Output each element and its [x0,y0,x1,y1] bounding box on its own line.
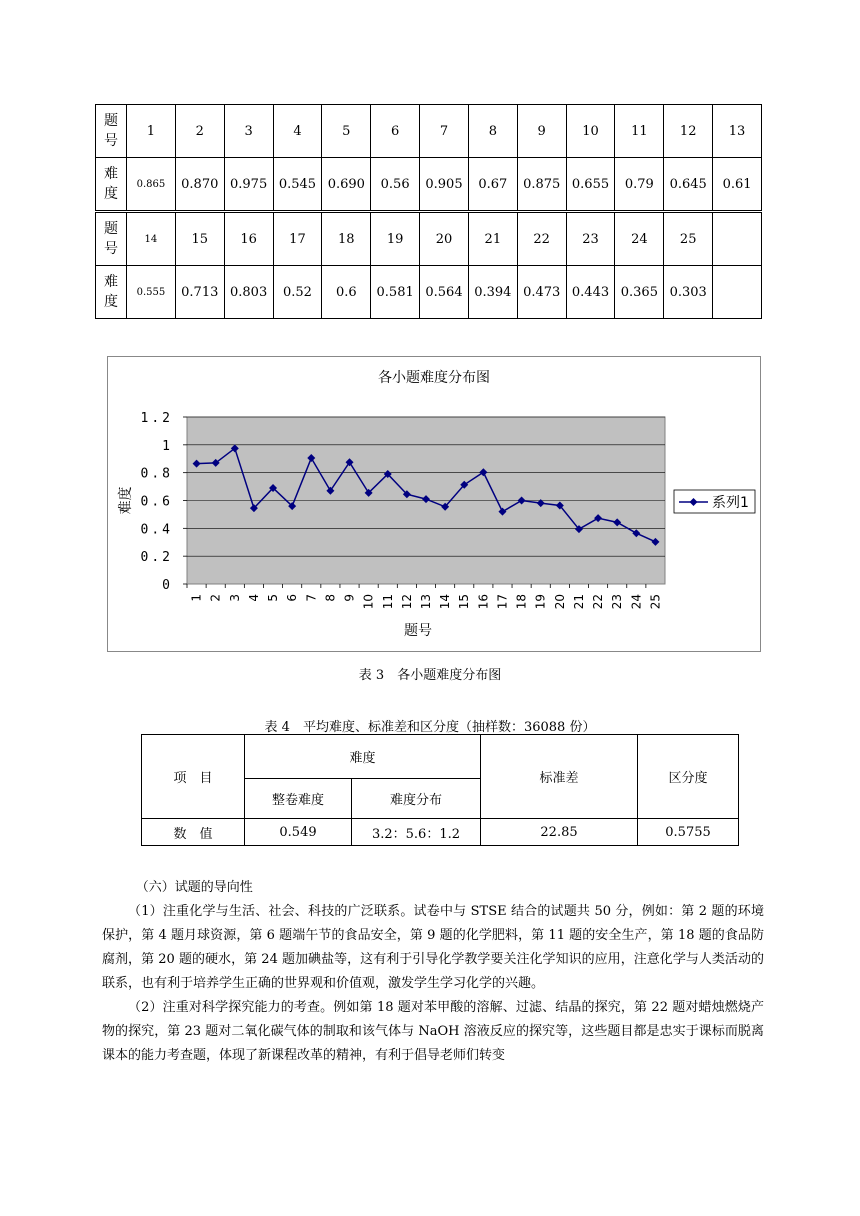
table-cell: 0.690 [322,158,371,212]
row-label-char: 度 [104,186,118,202]
table-cell: 0.803 [224,266,273,319]
y-tick-label: 0.8 [140,466,173,482]
table-cell: 9 [517,105,566,158]
x-tick-label: 19 [533,594,548,610]
difficulty-table [95,104,762,319]
difficulty-header: 难度 [245,735,481,779]
table-cell: 0.79 [615,158,664,212]
row-label-char: 难 [104,166,118,182]
x-tick-label: 24 [629,594,644,610]
x-tick-label: 8 [323,594,338,602]
table-cell: 24 [615,212,664,266]
table-cell: 0.713 [175,266,224,319]
table-cell: 7 [420,105,469,158]
table-cell [713,266,762,319]
table-cell: 1 [127,105,176,158]
table-cell: 0.394 [468,266,517,319]
distribution-header: 难度分布 [352,779,481,819]
table-cell: 0.56 [371,158,420,212]
x-tick-label: 11 [380,594,395,610]
table-cell: 0.870 [175,158,224,212]
row-label [96,266,127,319]
value-label: 数 值 [142,819,245,846]
table-row [96,105,762,158]
x-tick-label: 23 [610,594,625,610]
table-cell: 11 [615,105,664,158]
y-axis-label: 难度 [118,486,134,515]
table-row [96,158,762,212]
x-tick-label: 14 [438,594,453,610]
difficulty-chart [107,356,761,652]
table-cell: 5 [322,105,371,158]
y-tick-label: 1 [162,438,173,454]
section-heading: （六）试题的导向性 [135,880,253,895]
table-cell: 0.555 [127,266,176,319]
x-tick-label: 10 [361,594,376,610]
x-tick-label: 4 [246,594,261,602]
legend-label: 系列1 [712,495,749,511]
row-label-char: 号 [104,241,118,257]
paragraph-1: （1）注重化学与生活、社会、科技的广泛联系。试卷中与 STSE 结合的试题共 50 分，例如：第 2 题的环境保护，第 4 题月球资源，第 6 题端午节的食品安全，第 9 题的化学肥料，第 11 题的安全生产，第 18 题的食品防腐剂，第 20 题的硬水，第 24 题加碘盐等，这有利于引导化学教学要关注化学知识的应用，注意化学与人类活动的联系，也有利于培养学生正确的世界观和价值观，激发学生学习化学的兴趣。 [102,904,764,991]
chart-caption: 表 3 各小题难度分布图 [358,668,502,683]
x-tick-label: 20 [552,594,567,610]
table-cell: 16 [224,212,273,266]
x-tick-label: 3 [227,594,242,602]
x-tick-label: 13 [419,594,433,610]
table-cell: 20 [420,212,469,266]
row-label-char: 题 [104,113,118,129]
std-value: 22.85 [481,819,638,846]
x-tick-label: 2 [208,594,223,602]
table-cell: 0.365 [615,266,664,319]
table-cell: 22 [517,212,566,266]
y-tick-label: 0.4 [140,522,173,538]
table-cell: 0.564 [420,266,469,319]
x-tick-label: 16 [476,594,491,610]
table-cell: 14 [127,212,176,266]
table-cell: 0.443 [566,266,615,319]
row-label-char: 号 [104,133,118,149]
table-cell: 17 [273,212,322,266]
chart-svg [108,357,760,651]
disc-header: 区分度 [638,735,739,819]
row-label-char: 题 [104,221,118,237]
table-cell: 0.61 [713,158,762,212]
table-cell: 3 [224,105,273,158]
table-cell: 12 [664,105,713,158]
row-label [96,212,127,266]
item-header: 项 目 [142,735,245,819]
table-cell: 8 [468,105,517,158]
disc-value: 0.5755 [638,819,739,846]
stats-table [141,734,739,846]
chart-title: 各小题难度分布图 [378,370,490,386]
row-label [96,158,127,212]
y-tick-label: 1.2 [140,411,173,426]
table-cell: 21 [468,212,517,266]
table-cell: 0.303 [664,266,713,319]
x-tick-label: 5 [266,594,281,602]
row-label [96,105,127,158]
x-tick-label: 7 [304,594,319,602]
table-cell: 13 [713,105,762,158]
x-tick-label: 12 [399,594,414,610]
table-cell [713,212,762,266]
table-cell: 0.6 [322,266,371,319]
std-header: 标准差 [481,735,638,819]
distribution-value: 3.2：5.6：1.2 [352,819,481,846]
table-cell: 0.865 [127,158,176,212]
x-tick-label: 6 [285,594,300,602]
table-cell: 6 [371,105,420,158]
whole-difficulty-header: 整卷难度 [245,779,352,819]
table-cell: 19 [371,212,420,266]
table-cell: 0.581 [371,266,420,319]
table-row [96,212,762,266]
row-label-char: 度 [104,294,118,310]
table-cell: 0.975 [224,158,273,212]
table-cell: 0.52 [273,266,322,319]
table-cell: 23 [566,212,615,266]
table-cell: 0.545 [273,158,322,212]
paragraph-2: （2）注重对科学探究能力的考查。例如第 18 题对苯甲酸的溶解、过滤、结晶的探究，第 22 题对蜡烛燃烧产物的探究，第 23 题对二氧化碳气体的制取和该气体与 NaOH 溶液反应的探究等，这些题目都是忠实于课标而脱离课本的能力考查题，体现了新课程改革的精神，有利于倡导老师们转变 [102,1000,764,1063]
x-tick-label: 15 [457,594,472,610]
x-tick-label: 18 [514,594,529,610]
table-cell: 10 [566,105,615,158]
table-cell: 25 [664,212,713,266]
x-tick-label: 1 [189,594,204,602]
x-axis-label: 题号 [404,623,432,639]
x-tick-label: 9 [342,594,357,602]
y-tick-label: 0.6 [140,494,173,510]
table-cell: 0.905 [420,158,469,212]
table-cell: 0.67 [468,158,517,212]
table-cell: 18 [322,212,371,266]
x-tick-label: 17 [495,594,510,610]
table-cell: 4 [273,105,322,158]
row-label-char: 难 [104,274,118,290]
y-tick-label: 0 [162,578,173,593]
table-caption: 表 4 平均难度、标准差和区分度（抽样数：36088 份） [264,720,596,735]
table-cell: 0.875 [517,158,566,212]
x-tick-label: 21 [571,594,586,610]
table-cell: 15 [175,212,224,266]
table-cell: 2 [175,105,224,158]
body-text [102,876,764,1068]
table-cell: 0.473 [517,266,566,319]
table-cell: 0.655 [566,158,615,212]
x-tick-label: 25 [648,594,663,610]
x-tick-label: 22 [591,594,606,610]
y-tick-label: 0.2 [140,550,173,566]
table-row [96,266,762,319]
table-cell: 0.645 [664,158,713,212]
whole-difficulty-value: 0.549 [245,819,352,846]
